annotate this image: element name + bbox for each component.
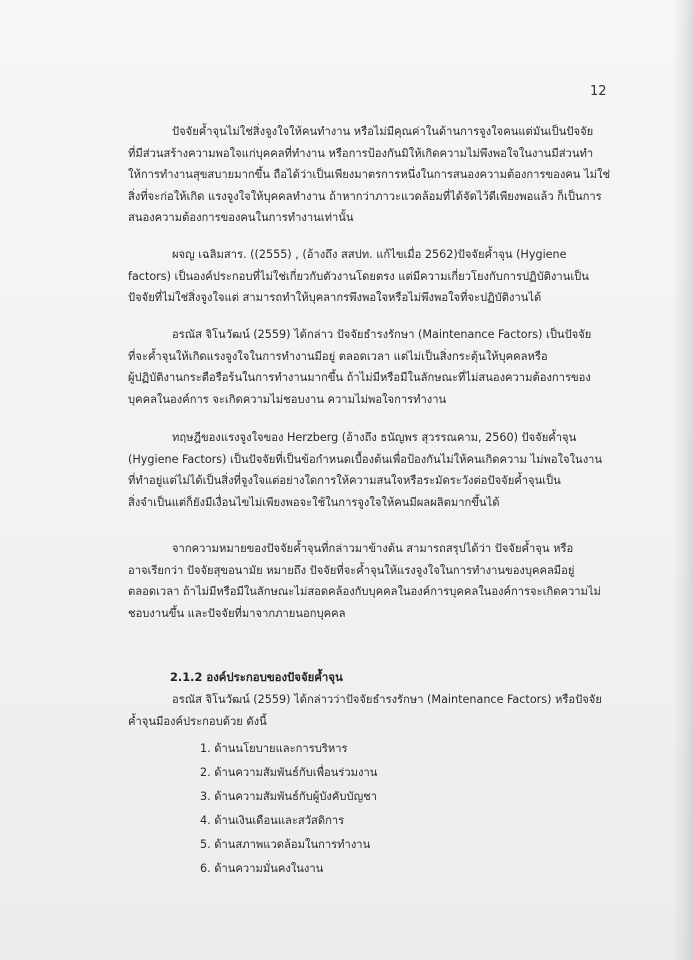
list-item: 4. ด้านเงินเดือนและสวัสดิการ [200,814,345,827]
paragraph-line: สิ่งที่จะก่อให้เกิด แรงจูงใจให้บุคคลทำงาน ถ้าหากว่าภาวะแวดล้อมที่ได้จัดไว้ดีเพียงพอแล้ว ก็เป็นการ [128,189,602,203]
paragraph-line: ปัจจัยที่ไม่ใช่สิ่งจูงใจแต่ สามารถทำให้บุคลากรพึงพอใจหรือไม่พึงพอใจที่จะปฏิบัติงานได้ [128,291,542,304]
paragraph-line: ผจญ เฉลิมสาร. ((2555) , (อ้างถึง สสปท. แก้ไขเมื่อ 2562)ปัจจัยค้ำจุน (Hygiene [172,248,567,261]
list-item: 1. ด้านนโยบายและการบริหาร [200,742,348,755]
paragraph-line: บุคคลในองค์การ จะเกิดความไม่ชอบงาน ความไม่พอใจการทำงาน [128,392,447,406]
section-heading: 2.1.2 องค์ประกอบของปัจจัยค้ำจุน [170,670,343,684]
list-item: 2. ด้านความสัมพันธ์กับเพื่อนร่วมงาน [200,766,378,779]
paragraph-hygiene-definition [128,121,611,229]
paragraph-line: ชอบงานขึ้น และปัจจัยที่มาจากภายนอกบุคคล [128,606,346,620]
paragraph-line: อรณัส จิโนวัฒน์ (2559) ได้กล่าว ปัจจัยธำรงรักษา (Maintenance Factors) เป็นปัจจัย [172,328,592,341]
paragraph-line: ตลอดเวลา ถ้าไม่มีหรือมีในลักษณะไม่สอดคล้องกับบุคคลในองค์การบุคคลในองค์การจะเกิดความไม่ [128,585,601,598]
paragraph-line: อาจเรียกว่า ปัจจัยสุขอนามัย หมายถึง ปัจจัยที่จะค้ำจุนให้แรงจูงใจในการทำงานของบุคคลมีอยู่ [128,563,575,577]
paragraph-line: ที่มีส่วนสร้างความพอใจแก่บุคคลที่ทำงาน หรือการป้องกันมิให้เกิดความไม่พึงพอใจในงานมีส่วนทำ [128,146,594,160]
paragraph-line: (Hygiene Factors) เป็นปัจจัยที่เป็นข้อกำหนดเบื้องต้นเพื่อป้องกันไม่ให้คนเกิดความ ไม่พอใจในงาน [128,452,603,466]
paragraph-summary [128,538,608,624]
paragraph-line: ปัจจัยค้ำจุนไม่ใช่สิ่งจูงใจให้คนทำงาน หรือไม่มีคุณค่าในด้านการจูงใจคนแต่มันเป็นปัจจัย [172,125,594,138]
section-intro [128,689,608,732]
paragraph-line: อรณัส จิโนวัฒน์ (2559) ได้กล่าวว่าปัจจัยธำรงรักษา (Maintenance Factors) หรือปัจจัย [172,693,602,706]
list-item: 3. ด้านความสัมพันธ์กับผู้บังคับบัญชา [200,790,377,803]
paragraph-line: ค้ำจุนมีองค์ประกอบด้วย ดังนี้ [128,714,267,728]
paragraph-line: ผู้ปฏิบัติงานกระตือรือร้นในการทำงานมากขึ้น ถ้าไม่มีหรือมีในลักษณะที่ไม่สนองความต้องการของ [128,371,591,384]
factor-list [200,737,377,881]
page-number: 12 [590,84,607,99]
paragraph-line: ทฤษฎีของแรงจูงใจของ Herzberg (อ้างถึง ธนัญพร สุวรรณคาม, 2560) ปัจจัยค้ำจุน [172,431,577,444]
list-item: 5. ด้านสภาพแวดล้อมในการทำงาน [200,838,371,851]
paragraph-line: ให้การทำงานสุขสบายมากขึ้น ถือได้ว่าเป็นเพียงมาตรการหนึ่งในการสนองความต้องการของคน ไม่ใช่ [128,168,611,181]
paragraph-phajon [128,244,608,309]
paragraph-line: สนองความต้องการของคนในการทำงานเท่านั้น [128,211,354,224]
paragraph-line: factors) เป็นองค์ประกอบที่ไม่ใช่เกี่ยวกับตัวงานโดยตรง แต่มีความเกี่ยวโยงกับการปฏิบัติงานเป็น [128,269,589,283]
paragraph-line: สิ่งจำเป็นแต่ก็ยังมีเงื่อนไขไม่เพียงพอจะใช้ในการจูงใจให้คนมีผลผลิตมากขึ้นได้ [128,495,500,509]
paragraph-line: ที่จะค้ำจุนให้เกิดแรงจูงใจในการทำงานมีอยู่ ตลอดเวลา แต่ไม่เป็นสิ่งกระตุ้นให้บุคคลหรือ [128,349,548,363]
paragraph-herzberg [128,427,608,513]
list-item: 6. ด้านความมั่นคงในงาน [200,862,324,875]
paragraph-line: ที่ทำอยู่แต่ไม่ได้เป็นสิ่งที่จูงใจแต่อย่างใดการให้ความสนใจหรือระมัดระวังต่อปัจจัยค้ำจุนเป็น [128,474,561,487]
paragraph-ornas [128,324,608,410]
paragraph-line: จากความหมายของปัจจัยค้ำจุนที่กล่าวมาข้างต้น สามารถสรุปได้ว่า ปัจจัยค้ำจุน หรือ [172,542,574,555]
page-edge-shadow [672,0,694,960]
